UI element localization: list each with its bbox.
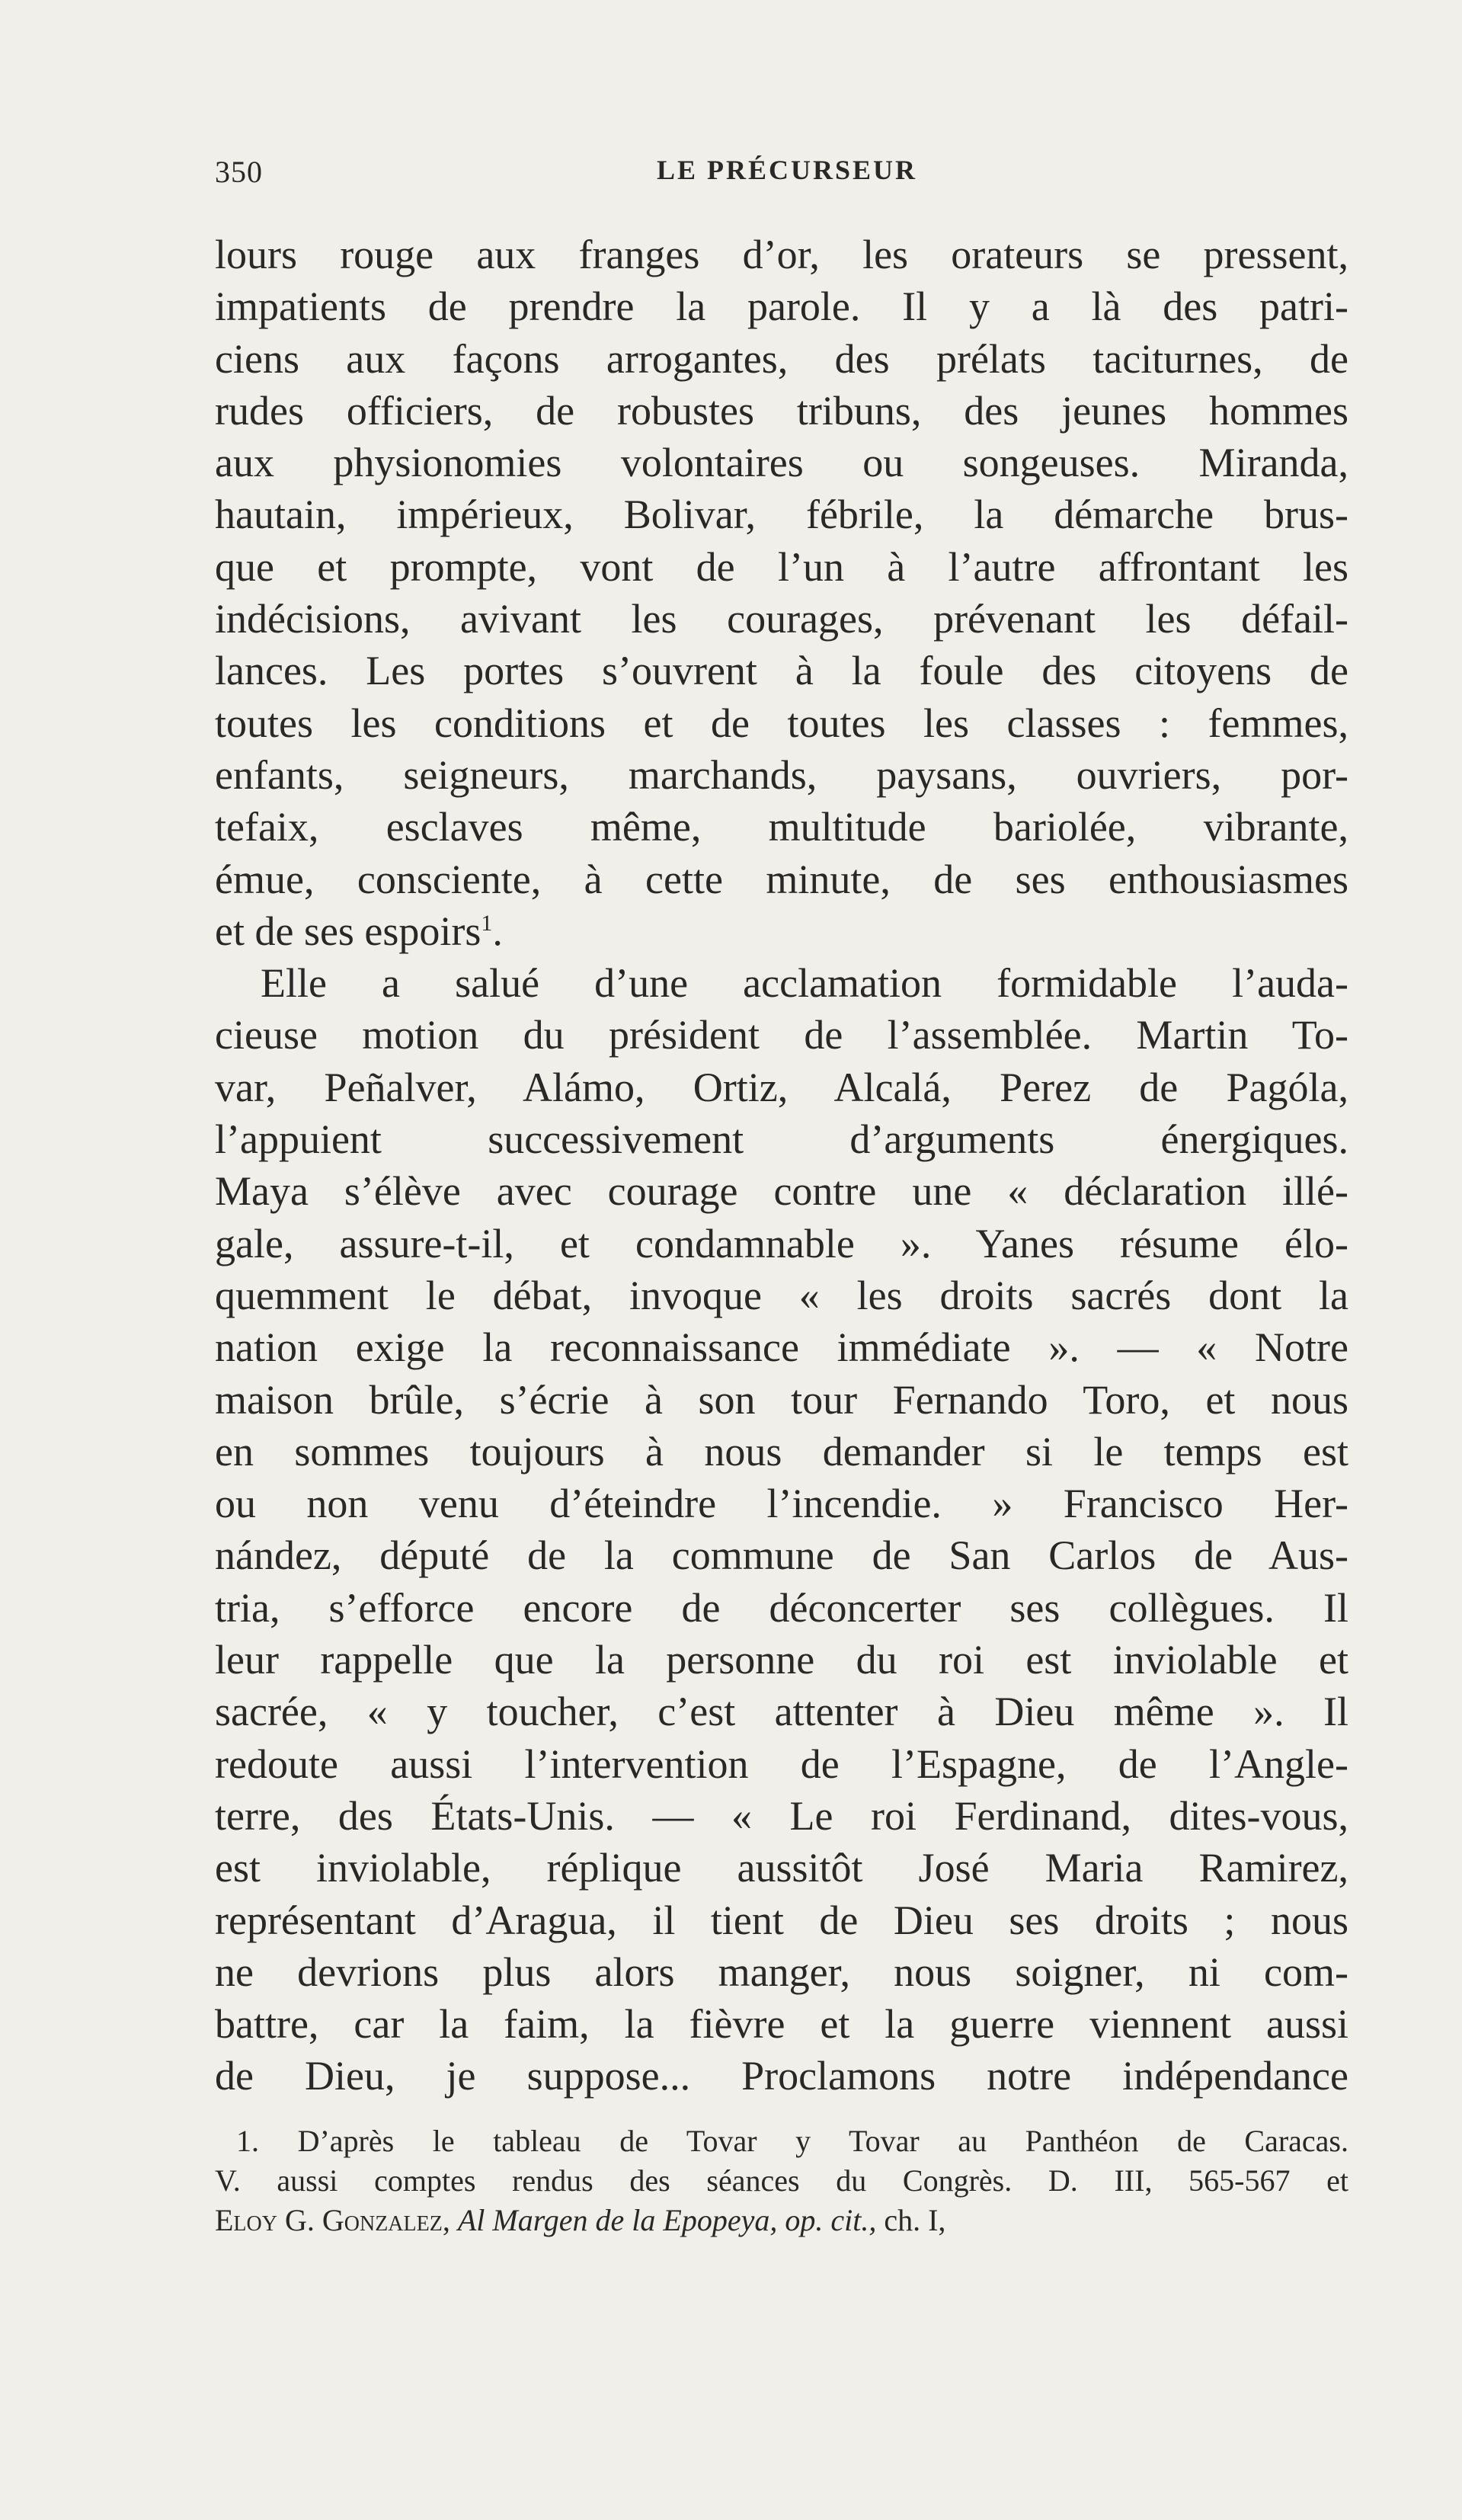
text-line: que et prompte, vont de l’un à l’autre affrontant les [215,543,1348,590]
text-line: battre, car la faim, la fièvre et la guerre viennent aussi [215,2001,1348,2048]
running-head [215,154,1348,200]
text-line: ciens aux façons arrogantes, des prélats taciturnes, de [215,335,1348,382]
text-line: gale, assure-t-il, et condamnable ». Yanes résume élo- [215,1220,1348,1266]
footnote-author: Eloy G. Gonzalez, [215,2203,450,2237]
text-line: de Dieu, je suppose... Proclamons notre indépendance [215,2053,1348,2099]
text-line: var, Peñalver, Alámo, Ortiz, Alcalá, Perez de Pagóla, [215,1064,1348,1110]
text-line: cieuse motion du président de l’assemblée. Martin To- [215,1012,1348,1058]
text-line: en sommes toujours à nous demander si le temps est [215,1428,1348,1475]
footnote-work-title: Al Margen de la Epopeya, op. cit., [457,2203,877,2237]
text-line: hautain, impérieux, Bolivar, fébrile, la démarche brus- [215,492,1348,538]
text-line: aux physionomies volontaires ou songeuses. Miranda, [215,440,1348,486]
text-line: l’appuient successivement d’arguments énergiques. [215,1116,1348,1163]
sentence-end: . [492,908,503,954]
footnote-line: 1. D’après le tableau de Tovar y Tovar au Panthéon de Caracas. [236,2124,1348,2158]
text-line: terre, des États-Unis. — « Le roi Ferdinand, dites-vous, [215,1792,1348,1839]
text-line: tria, s’efforce encore de déconcerter ses collègues. Il [215,1584,1348,1631]
text-line: indécisions, avivant les courages, prévenant les défail- [215,596,1348,642]
page-number: 350 [215,155,263,189]
text-line: impatients de prendre la parole. Il y a là des patri- [215,283,1348,330]
text-line: lances. Les portes s’ouvrent à la foule des citoyens de [215,648,1348,694]
text-line: quemment le débat, invoque « les droits sacrés dont la [215,1272,1348,1318]
text-line: enfants, seigneurs, marchands, paysans, ouvriers, por- [215,751,1348,798]
text-line: lours rouge aux franges d’or, les orateurs se pressent, [215,232,1348,277]
footnote-reference: 1 [481,910,493,936]
text-line: ne devrions plus alors manger, nous soigner, ni com- [215,1948,1348,1995]
text-line: nández, député de la commune de San Carlos de Aus- [215,1532,1348,1579]
text-line: ou non venu d’éteindre l’incendie. » Francisco Her- [215,1481,1348,1527]
footnotes [215,2121,1348,2240]
footnote-chapter: ch. I, [884,2203,946,2237]
text-line: sacrée, « y toucher, c’est attenter à Dieu même ». Il [215,1689,1348,1735]
text-line-with-footnote [215,905,1348,957]
text-line: est inviolable, réplique aussitôt José Maria Ramirez, [215,1845,1348,1891]
running-title: LE PRÉCURSEUR [657,155,918,185]
text-line: tefaix, esclaves même, multitude bariolée, vibrante, [215,804,1348,850]
text-line: maison brûle, s’écrie à son tour Fernando Toro, et nous [215,1376,1348,1423]
paragraph-first-line: Elle a salué d’une acclamation formidable l’auda- [261,960,1348,1007]
body-text [215,229,1348,2102]
text-line: représentant d’Aragua, il tient de Dieu ses droits ; nous [215,1897,1348,1943]
text-line: nation exige la reconnaissance immédiate ». — « Notre [215,1324,1348,1371]
text-line: leur rappelle que la personne du roi est inviolable et [215,1637,1348,1683]
footnote-line: V. aussi comptes rendus des séances du Congrès. D. III, 565-567 et [215,2163,1348,2198]
text-line: émue, consciente, à cette minute, de ses enthousiasmes [215,856,1348,902]
text-line: toutes les conditions et de toutes les classes : femmes, [215,700,1348,746]
text-line: Maya s’élève avec courage contre une « déclaration illé- [215,1168,1348,1215]
footnote-line [215,2201,1348,2240]
text-line: redoute aussi l’intervention de l’Espagne, de l’Angle- [215,1740,1348,1787]
text-segment: et de ses espoirs [215,908,481,954]
text-line: rudes officiers, de robustes tribuns, des jeunes hommes [215,387,1348,434]
